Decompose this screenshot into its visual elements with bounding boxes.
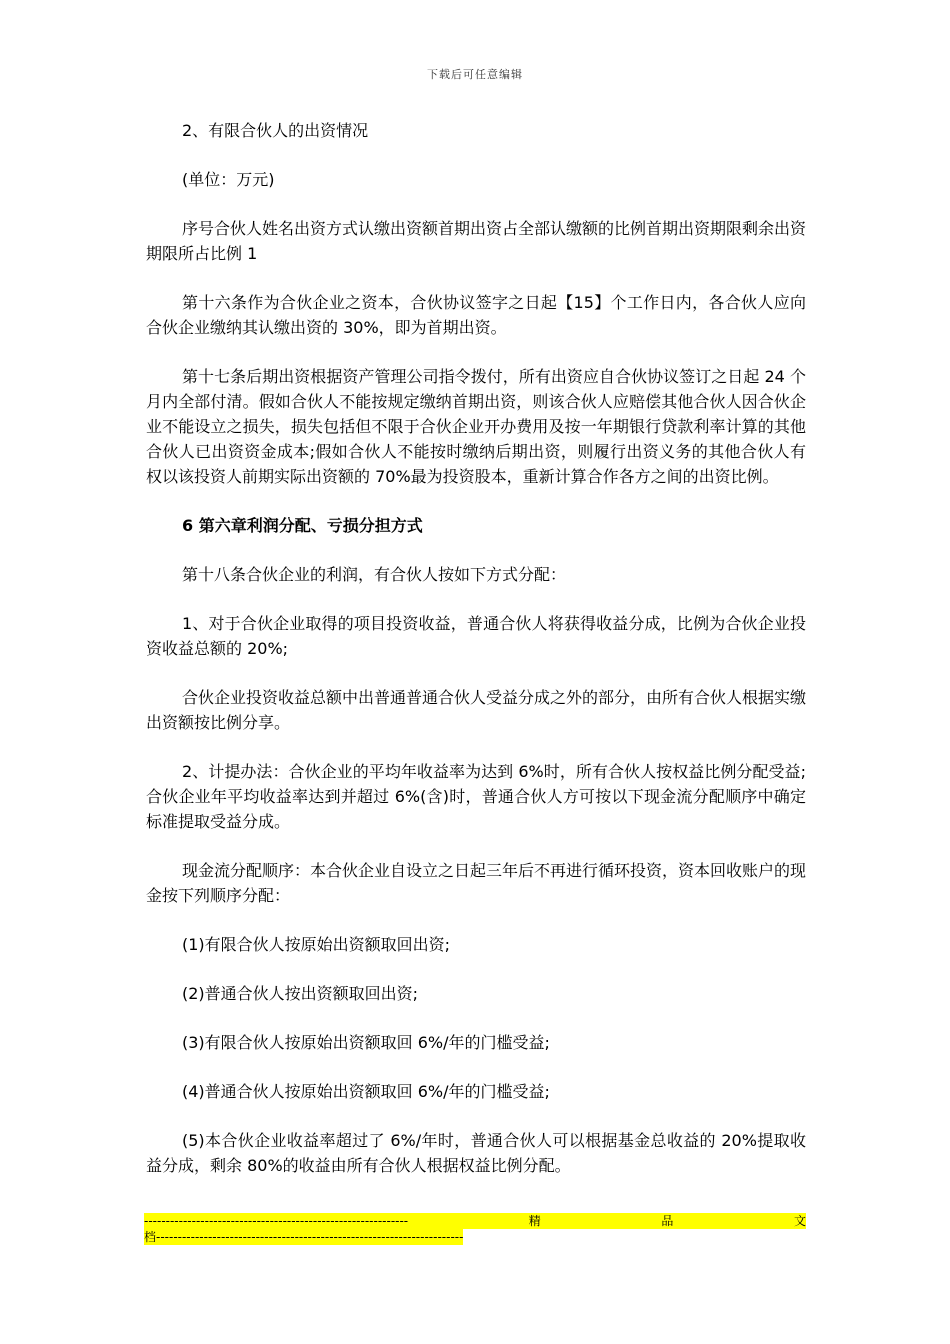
document-body xyxy=(146,118,806,1202)
paragraph: (1)有限合伙人按原始出资额取回出资; xyxy=(182,935,451,954)
footer-char: 精 xyxy=(528,1214,541,1228)
footer-line-2: 档----------------------------------------------------------------------- xyxy=(144,1230,464,1244)
paragraph: (单位：万元) xyxy=(182,170,275,189)
footer-line-1 xyxy=(144,1213,806,1229)
footer-dashes: ------------------------------------------------------------- xyxy=(144,1214,409,1228)
paragraph: (4)普通合伙人按原始出资额取回 6%/年的门槛受益; xyxy=(182,1082,550,1101)
footer-char: 品 xyxy=(661,1214,674,1228)
paragraph: 2、计提办法：合伙企业的平均年收益率为达到 6%时，所有合伙人按权益比例分配受益;合伙企业年平均收益率达到并超过 6%(含)时，普通合伙人方可按以下现金流分配顺序中确定标准提取受益分成。 xyxy=(146,762,806,831)
paragraph: 序号合伙人姓名出资方式认缴出资额首期出资占全部认缴额的比例首期出资期限剩余出资期限所占比例 1 xyxy=(146,219,807,263)
paragraph: 1、对于合伙企业取得的项目投资收益，普通合伙人将获得收益分成，比例为合伙企业投资收益总额的 20%; xyxy=(146,614,806,658)
paragraph: 合伙企业投资收益总额中出普通普通合伙人受益分成之外的部分，由所有合伙人根据实缴出资额按比例分享。 xyxy=(146,688,807,732)
paragraph: 2、有限合伙人的出资情况 xyxy=(182,121,369,140)
paragraph: (3)有限合伙人按原始出资额取回 6%/年的门槛受益; xyxy=(182,1033,550,1052)
footer-watermark xyxy=(144,1213,806,1245)
paragraph: 第十六条作为合伙企业之资本，合伙协议签字之日起【15】个工作日内，各合伙人应向合伙企业缴纳其认缴出资的 30%，即为首期出资。 xyxy=(146,293,806,337)
paragraph: 第十七条后期出资根据资产管理公司指令拨付，所有出资应自合伙协议签订之日起 24 个月内全部付清。假如合伙人不能按规定缴纳首期出资，则该合伙人应赔偿其他合伙人因合伙企业不能设立之损失，损失包括但不限于合伙企业开办费用及按一年期银行贷款利率计算的其他合伙人已出资资金成本;假如合伙人不能按时缴纳后期出资，则履行出资义务的其他合伙人有权以该投资人前期实际出资额的 70%最为投资股本，重新计算合作各方之间的出资比例。 xyxy=(146,367,806,486)
footer-char: 文 xyxy=(793,1214,806,1228)
page-header: 下载后可任意编辑 xyxy=(427,68,523,81)
paragraph: 现金流分配顺序：本合伙企业自设立之日起三年后不再进行循环投资，资本回收账户的现金按下列顺序分配： xyxy=(146,861,807,905)
paragraph: (5)本合伙企业收益率超过了 6%/年时，普通合伙人可以根据基金总收益的 20%提取收益分成，剩余 80%的收益由所有合伙人根据权益比例分配。 xyxy=(146,1131,806,1175)
chapter-heading: 6 第六章利润分配、亏损分担方式 xyxy=(182,516,423,535)
paragraph: 第十八条合伙企业的利润，有合伙人按如下方式分配： xyxy=(182,565,567,584)
paragraph: (2)普通合伙人按出资额取回出资; xyxy=(182,984,419,1003)
